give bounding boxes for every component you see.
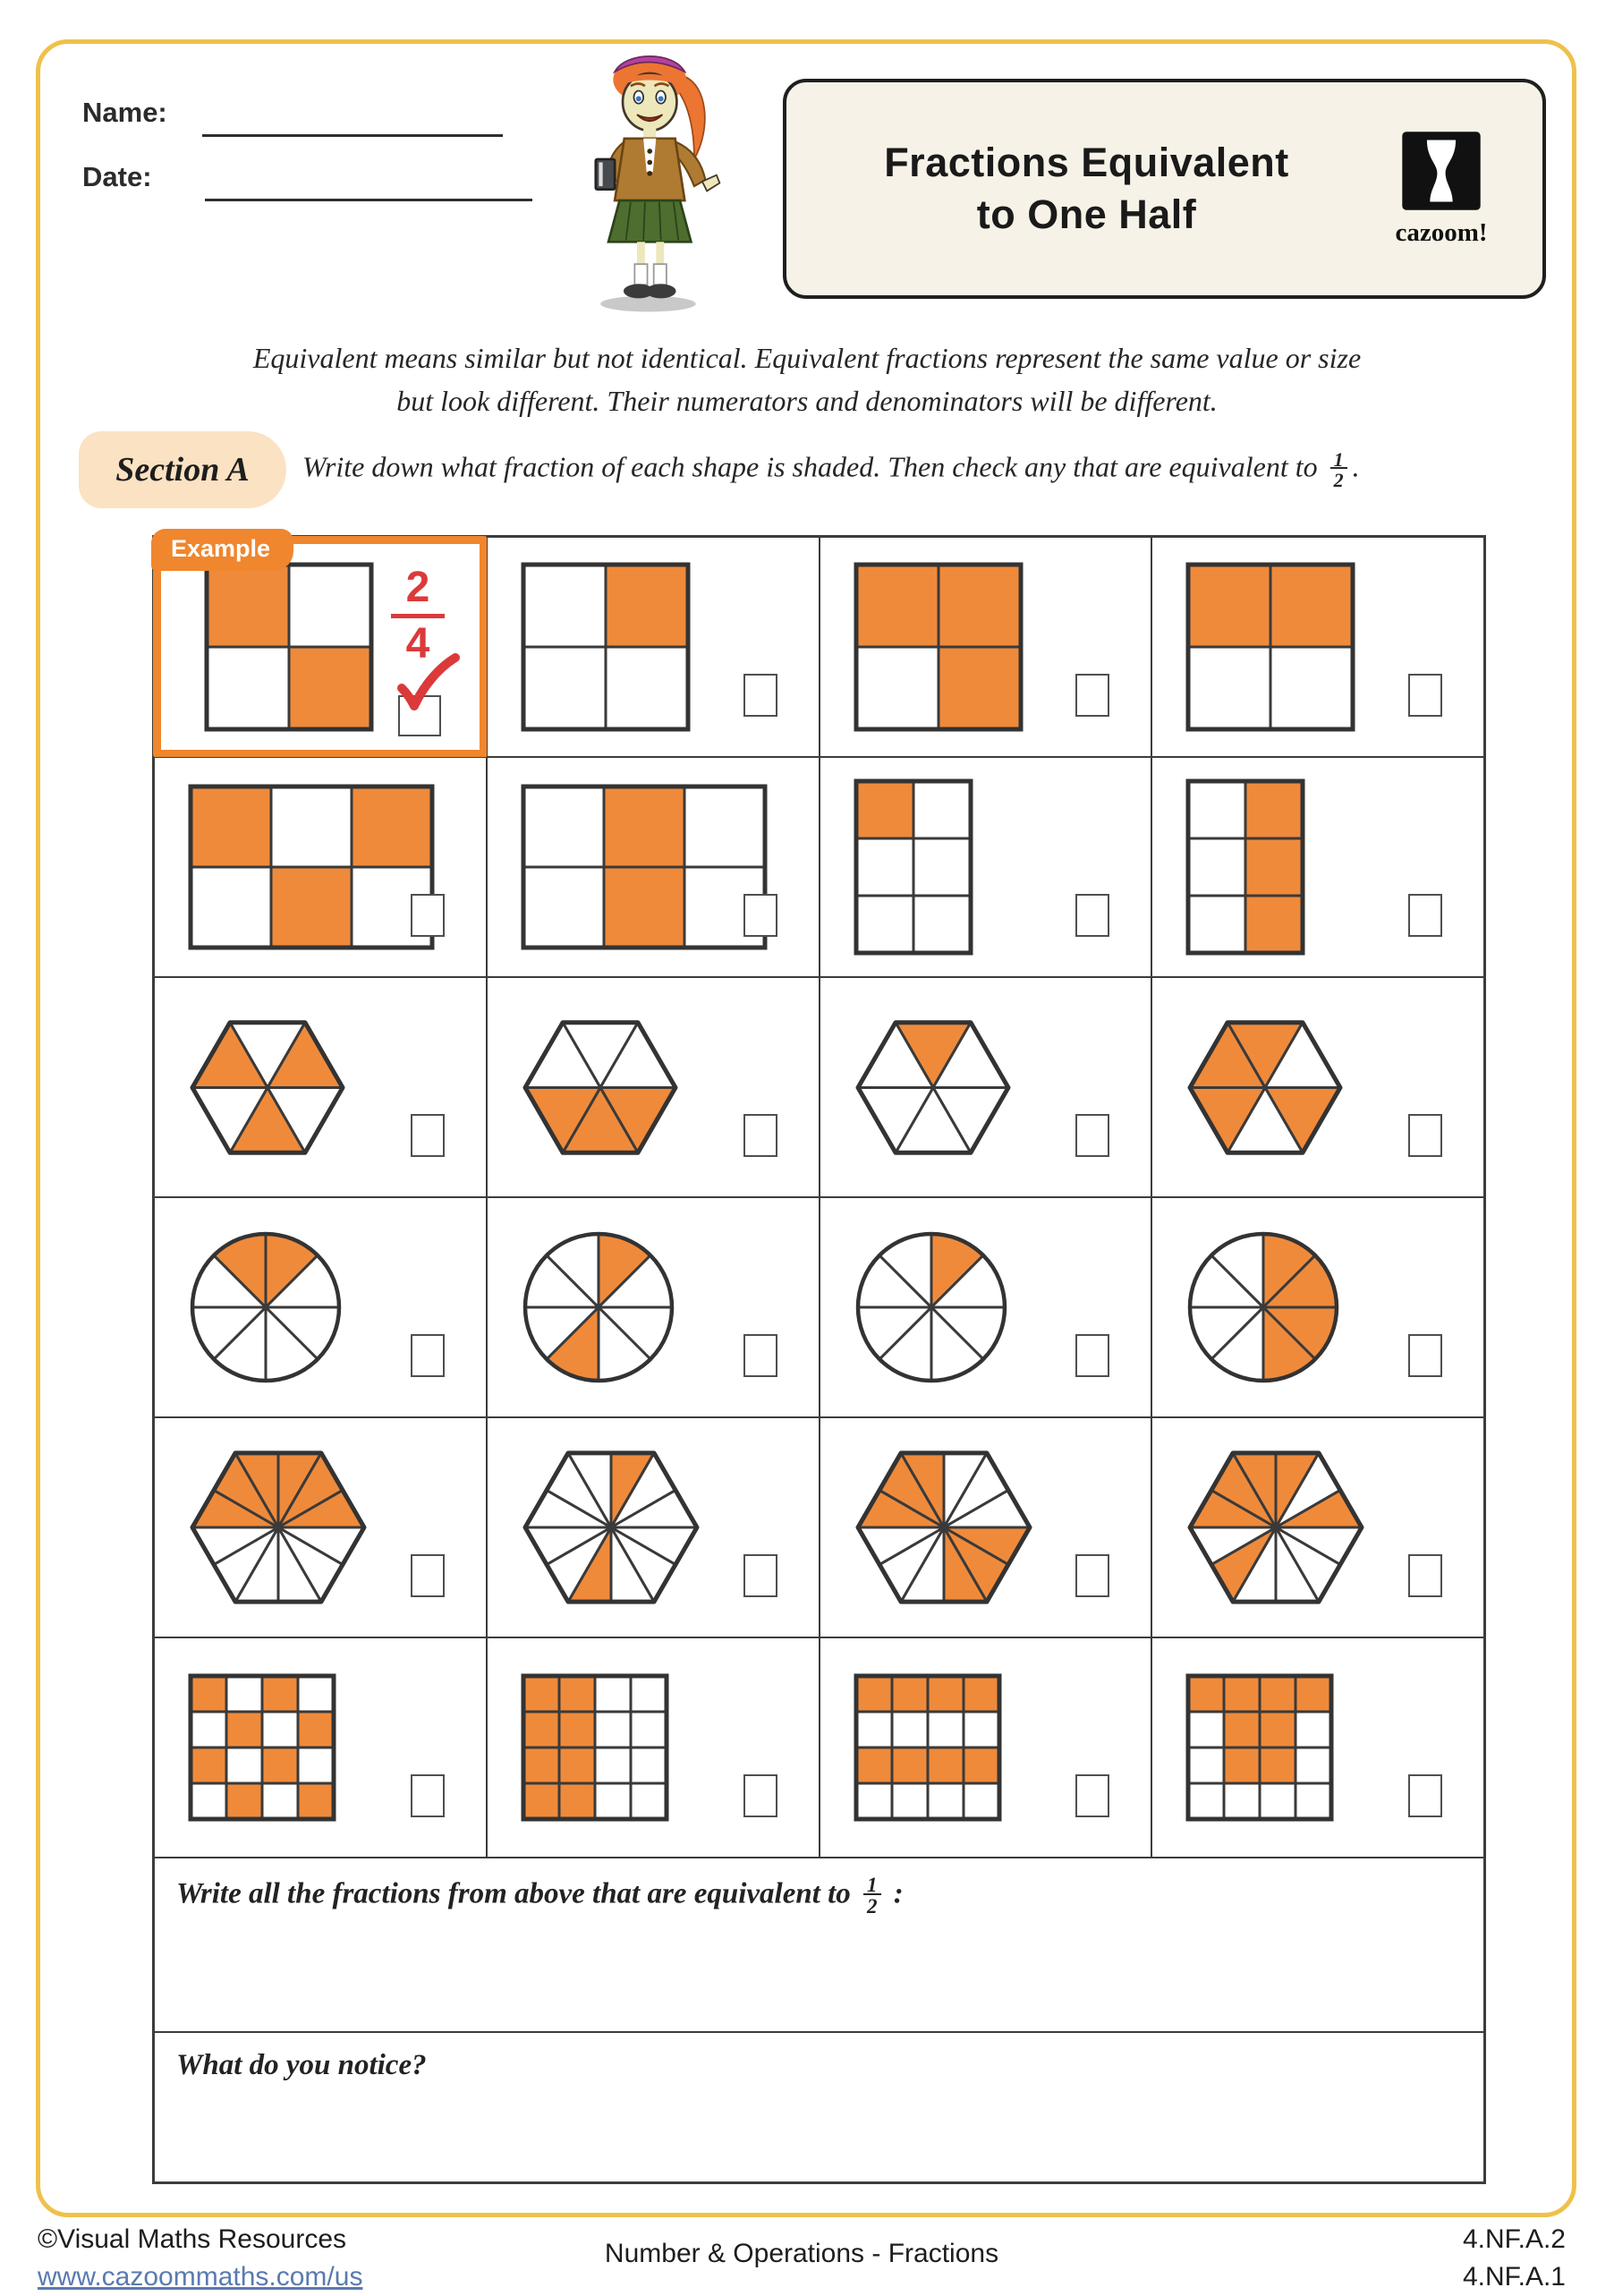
answer-checkbox[interactable] [1408,674,1442,717]
fraction-shape [1185,1672,1335,1823]
shape-wrap [520,538,692,756]
fraction-cell [487,1197,820,1417]
shape-wrap [1185,978,1346,1196]
shape-wrap [1185,1198,1342,1416]
fraction-grid [152,535,1486,2184]
fraction-cell [154,757,487,977]
fraction-cell [1151,1197,1484,1417]
shape-wrap [853,1638,1003,1857]
fraction-cell [154,1417,487,1637]
fraction-shape [853,1017,1014,1158]
answer-checkbox[interactable] [1408,1554,1442,1597]
shape-wrap [1185,758,1306,976]
answer-checkbox[interactable] [743,894,777,937]
fraction-shape [1185,561,1356,733]
date-line[interactable] [205,199,532,201]
shape-wrap [187,1198,344,1416]
footer-topic: Number & Operations - Fractions [604,2239,999,2268]
fraction-shape [203,561,375,733]
example-numerator: 2 [405,564,430,611]
fraction-cell [154,1197,487,1417]
fraction-cell [1151,1637,1484,1858]
cazoom-logo-text: cazoom! [1395,218,1488,247]
section-a-instruction: Write down what fraction of each shape is shaded. Then check any that are equivalent to $\frac{1}{2}$ . [302,447,1360,491]
answer-checkbox[interactable] [411,1554,445,1597]
answer-checkbox[interactable] [411,894,445,937]
fraction-shape [1185,1229,1342,1386]
fraction-shape [520,1229,677,1386]
fraction-shape [853,1672,1003,1823]
shape-wrap [520,758,769,976]
fraction-cell [820,977,1152,1197]
answer-checkbox[interactable] [1075,894,1109,937]
shape-wrap [187,1638,337,1857]
answer-checkbox[interactable] [1408,1774,1442,1817]
answer-checkbox[interactable] [743,1334,777,1377]
fraction-shape [853,1448,1035,1607]
answer-checkbox[interactable] [411,1334,445,1377]
shape-wrap [187,1418,370,1637]
write-prompt: Write all the fractions from above that are equivalent to [176,1877,851,1910]
name-label: Name: [82,97,167,128]
fraction-cell [154,977,487,1197]
fraction-shape [1185,1448,1367,1607]
shape-wrap [853,538,1024,756]
copyright-text: ©Visual Maths Resources [38,2224,347,2254]
fraction-shape [853,1229,1010,1386]
shape-wrap [853,978,1014,1196]
fraction-shape [187,783,436,951]
cartoon-girl-illustration [548,45,755,315]
fraction-shape [187,1448,370,1607]
fraction-cell [1151,757,1484,977]
shape-wrap [1185,1638,1335,1857]
equivalent-fractions-answer-row[interactable] [154,1858,1484,2032]
name-line[interactable] [202,134,503,137]
shape-wrap [187,978,348,1196]
page-title: Fractions Equivalent to One Half [884,139,1289,237]
fraction-cell [487,1637,820,1858]
standard-code: 4.NF.A.2 [1462,2224,1566,2254]
one-half-fraction: $\frac{1}{2}$ [863,1875,881,1918]
answer-checkbox[interactable] [1075,1774,1109,1817]
shape-wrap [520,978,681,1196]
shape-wrap [853,758,974,976]
fraction-shape [520,561,692,733]
answer-checkbox[interactable] [743,1774,777,1817]
answer-checkbox[interactable] [1075,674,1109,717]
section-a-badge: Section A [79,431,286,508]
fraction-cell [487,977,820,1197]
fraction-shape [853,561,1024,733]
fraction-shape [1185,1017,1346,1158]
answer-checkbox[interactable] [1075,1334,1109,1377]
fraction-shape [520,1017,681,1158]
standard-code: 4.NF.A.1 [1462,2262,1566,2292]
date-label: Date: [82,161,152,192]
cazoom-logo-icon [1400,130,1482,212]
shape-wrap [187,758,436,976]
fraction-cell [487,757,820,977]
checkmark-icon [393,652,463,715]
fraction-cell [1151,1417,1484,1637]
answer-checkbox[interactable] [411,1774,445,1817]
answer-checkbox[interactable] [1075,1554,1109,1597]
shape-wrap [853,1198,1010,1416]
answer-checkbox[interactable] [1408,1114,1442,1157]
example-tab: Example [151,529,293,571]
fraction-shape [520,783,769,951]
shape-wrap [520,1418,702,1637]
fraction-bar [391,614,445,618]
cazoom-website-link[interactable]: www.cazoommaths.com/us [38,2262,363,2292]
shape-wrap [520,1638,670,1857]
fraction-cell [820,757,1152,977]
answer-checkbox[interactable] [1408,1334,1442,1377]
notice-prompt: What do you notice? [176,2049,427,2081]
write-prompt-colon: : [893,1877,904,1910]
example-denominator: 4 [405,620,430,668]
fraction-shape [187,1229,344,1386]
intro-text: Equivalent means similar but not identical. Equivalent fractions represent the same value or size but look different. Their numerators and denominators will be different. [252,342,1362,417]
title-box [783,79,1546,299]
answer-checkbox[interactable] [1075,1114,1109,1157]
fraction-cell [154,1637,487,1858]
fraction-shape [187,1017,348,1158]
answer-checkbox[interactable] [743,1114,777,1157]
fraction-cell [820,1417,1152,1637]
answer-checkbox[interactable] [743,674,777,717]
cazoom-logo [1356,130,1542,248]
fraction-cell [820,537,1152,757]
shape-wrap [1185,1418,1367,1637]
example-answer-fraction [389,566,446,666]
answer-checkbox[interactable] [1408,894,1442,937]
example-cell [154,537,487,757]
answer-checkbox[interactable] [743,1554,777,1597]
fraction-cell [820,1637,1152,1858]
fraction-shape [1185,778,1306,957]
fraction-shape [187,1672,337,1823]
shape-wrap [853,1418,1035,1637]
fraction-cell [1151,537,1484,757]
fraction-cell [1151,977,1484,1197]
fraction-cell [820,1197,1152,1417]
fraction-shape [853,778,974,957]
fraction-cell [487,1417,820,1637]
fraction-shape [520,1448,702,1607]
answer-checkbox[interactable] [411,1114,445,1157]
shape-wrap [1185,538,1356,756]
what-do-you-notice-row[interactable] [154,2032,1484,2182]
one-half-fraction: $\frac{1}{2}$ [1330,449,1347,490]
fraction-cell [487,537,820,757]
shape-wrap [520,1198,677,1416]
fraction-shape [520,1672,670,1823]
